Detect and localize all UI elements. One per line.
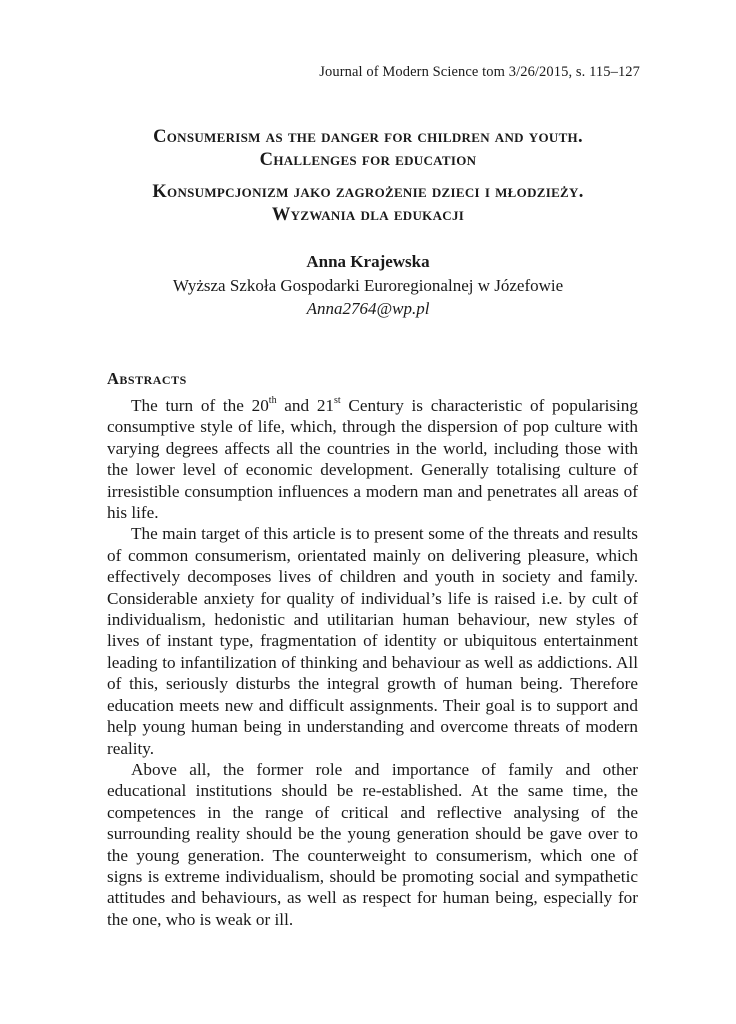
journal-reference: Journal of Modern Science tom 3/26/2015, s. 115–127 [319,64,640,80]
superscript-st: st [334,395,341,407]
english-title-line-2: Challenges for education [259,150,477,170]
english-title-line-1: Consumerism as the danger for children and youth. [153,127,583,147]
author-email: Anna2764@wp.pl [306,299,430,318]
abstract-p1-part-c: Century is characteristic of popularising consumptive style of life, which, through the dispersion of pop culture with varying degrees affects all the countries in the world, including those with the lower level of economic development. Generally totalising culture of irresistible consumption influences a modern man and penetrates all areas of his life. [107,396,638,523]
superscript-th: th [268,395,277,407]
author-affiliation: Wyższa Szkoła Gospodarki Euroregionalnej w Józefowie [172,276,564,295]
polish-title-line-2: Wyzwania dla edukacji [271,205,465,225]
polish-title-line-1: Konsumpcjonizm jako zagrożenie dzieci i młodzieży. [152,182,584,202]
article-titles [60,126,676,227]
abstract-paragraph-2: The main target of this article is to present some of the threats and results of common consumerism, orientated mainly on delivering pleasure, which effectively decomposes lives of children and youth in society and family. Considerable anxiety for quality of individual’s life is raised i.e. by cult of individualism, hedonistic and utilitarian human behaviour, new styles of lives of instant type, fragmentation of identity or ubiquitous entertainment leading to infantilization of thinking and behaviour as well as addictions. All of this, seriously disturbs the integral growth of human being. Therefore education meets new and difficult assignments. Their goal is to support and help young human being in understanding and overcome threats of modern reality. [107,524,638,758]
author-name: Anna Krajewska [306,252,430,271]
abstract-heading: Abstracts [107,369,187,388]
abstract-p1-part-b: and 21 [276,396,335,415]
abstract-p1-part-a: The turn of the 20 [131,396,269,415]
abstract-body [107,395,638,930]
abstract-paragraph-1 [107,395,638,523]
abstract-paragraph-3: Above all, the former role and importance of family and other educational institutions should be re-established. At the same time, the competences in the range of critical and reflective analysing of the surrounding reality should be the young generation should be gave over to the young generation. The counterweight to consumerism, which one of signs is extreme individualism, should be promoting social and sympathetic attitudes and behaviours, as well as respect for human being, especially for the one, who is weak or ill. [107,759,638,929]
author-block [60,250,676,320]
